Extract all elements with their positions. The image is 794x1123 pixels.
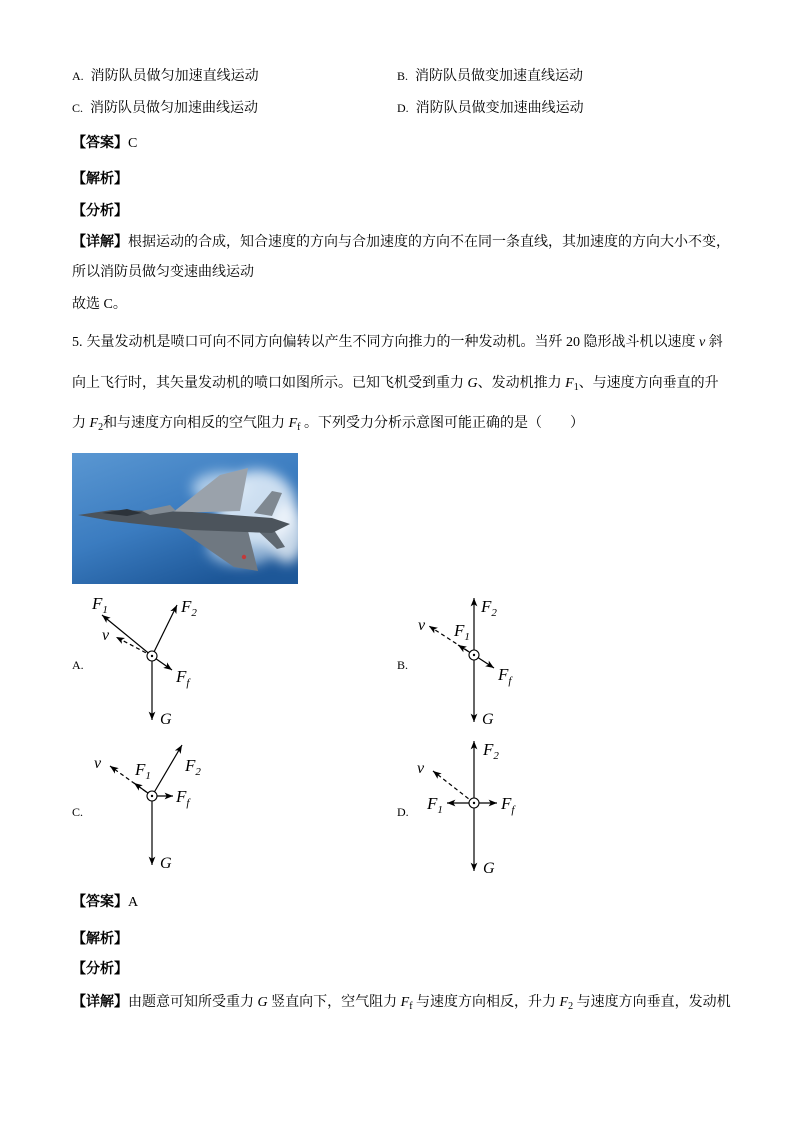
prev-answer (72, 134, 736, 154)
label-f1: $F_1$ (135, 760, 151, 782)
detail-text: 所以消防员做匀变速曲线运动 (72, 265, 254, 280)
label-ff: $F_f$ (176, 787, 190, 809)
question-number: 5. (72, 335, 83, 350)
label-ff: $F_f$ (501, 794, 515, 816)
fenxi-label: 【分析】 (72, 962, 128, 977)
velocity-v-arrow (433, 771, 474, 803)
center-dot (473, 802, 475, 804)
option-text: 消防队员做匀加速直线运动 (90, 69, 259, 84)
subscript: f (409, 1001, 413, 1012)
option-d-force-diagram (397, 735, 547, 880)
question-line-2 (72, 374, 736, 394)
subscript: 1 (573, 382, 579, 393)
label-f1: $F_1$ (427, 794, 443, 816)
option-a-force-diagram (72, 592, 222, 732)
option-letter: C. (72, 805, 84, 819)
subscript: f (297, 422, 301, 433)
label-g: G (482, 711, 494, 728)
velocity-v-arrow (116, 637, 152, 656)
label-f2: $F_2$ (181, 597, 197, 619)
answer-value: C (128, 136, 138, 151)
label-f1: $F_1$ (92, 594, 108, 616)
question-text: 和与速度方向相反的空气阻力 (103, 416, 289, 431)
label-g: G (160, 855, 172, 872)
solution-answer (72, 893, 736, 913)
label-ff: $F_f$ (498, 665, 512, 687)
option-letter: D. (397, 101, 409, 115)
label-g: G (483, 860, 495, 877)
detail-text: 根据运动的合成，知合速度的方向与合加速度的方向不在同一条直线，其加速度的方向大小不变， (128, 235, 730, 250)
label-g: G (160, 711, 172, 728)
variable-f: F (288, 416, 298, 431)
option-letter: A. (72, 658, 84, 672)
variable-f: F (89, 416, 99, 431)
variable-f: F (565, 376, 574, 391)
center-dot (473, 654, 475, 656)
prev-option-c (72, 98, 392, 118)
label-v: v (102, 627, 110, 644)
question-text: 向上飞行时，其矢量发动机的喷口如图所示。已知飞机受到重力 (72, 376, 468, 391)
prev-option-a (72, 66, 392, 86)
option-letter: B. (397, 69, 409, 83)
label-v: v (94, 755, 102, 772)
solution-fenxi-heading (72, 960, 736, 980)
prev-detail-line-1 (72, 233, 736, 253)
option-text: 消防队员做匀加速曲线运动 (90, 101, 259, 116)
question-line-1 (72, 333, 736, 353)
label-f2: $F_2$ (185, 756, 201, 778)
prev-option-d (397, 98, 717, 118)
answer-value: A (128, 895, 139, 910)
subscript: 2 (568, 1001, 574, 1012)
label-f2: $F_2$ (483, 740, 499, 762)
variable-g: G (257, 995, 268, 1010)
question-text: 矢量发动机是喷口可向不同方向偏转以产生不同方向推力的一种发动机。当歼 20 隐形战斗机以速度 (86, 335, 699, 350)
prev-detail-line-2 (72, 263, 736, 283)
label-ff: $F_f$ (176, 667, 190, 689)
detail-label: 【详解】 (72, 995, 128, 1010)
question-text: 。下列受力分析示意图可能正确的是（ ） (300, 416, 584, 431)
question-line-3 (72, 414, 736, 434)
answer-label: 【答案】 (72, 136, 128, 151)
prev-analysis-heading (72, 170, 736, 190)
center-dot (151, 795, 153, 797)
question-text: 、与速度方向垂直的升 (578, 376, 719, 391)
option-letter: D. (397, 805, 409, 819)
label-f2: $F_2$ (481, 597, 497, 619)
analysis-label: 【解析】 (72, 932, 128, 947)
prev-conclusion (72, 295, 736, 315)
option-text: 消防队员做变加速直线运动 (415, 69, 584, 84)
label-v: v (417, 760, 425, 777)
detail-label: 【详解】 (72, 235, 128, 250)
question-text: 、发动机推力 (477, 376, 566, 391)
center-dot (151, 655, 153, 657)
conclusion-text: 故选 C。 (72, 297, 127, 312)
variable-g: G (467, 376, 478, 391)
question-text: 力 (72, 416, 90, 431)
prev-fenxi-heading (72, 202, 736, 222)
option-c-force-diagram (72, 735, 222, 880)
detail-text: 与速度方向相反，升力 (412, 995, 560, 1010)
solution-analysis-heading (72, 930, 736, 950)
option-letter: C. (72, 101, 84, 115)
thrust-f1-arrow (102, 615, 152, 656)
detail-text: 与速度方向垂直，发动机 (573, 995, 731, 1010)
variable-v: v (699, 335, 706, 350)
detail-text: 竖直向下，空气阻力 (267, 995, 401, 1010)
label-v: v (418, 617, 426, 634)
lift-f2-arrow (152, 605, 177, 656)
subscript: 2 (98, 422, 104, 433)
fighter-jet-photo (72, 453, 298, 584)
detail-text: 由题意可知所受重力 (128, 995, 258, 1010)
variable-f: F (400, 995, 410, 1010)
analysis-label: 【解析】 (72, 172, 128, 187)
fenxi-label: 【分析】 (72, 204, 128, 219)
variable-f: F (559, 995, 569, 1010)
solution-detail-line (72, 993, 736, 1013)
question-text: 斜 (705, 335, 723, 350)
label-f1: $F_1$ (454, 621, 470, 643)
option-letter: A. (72, 69, 84, 83)
option-b-force-diagram (397, 592, 547, 732)
option-letter: B. (397, 658, 409, 672)
answer-label: 【答案】 (72, 895, 128, 910)
prev-option-b (397, 66, 717, 86)
option-text: 消防队员做变加速曲线运动 (415, 101, 584, 116)
